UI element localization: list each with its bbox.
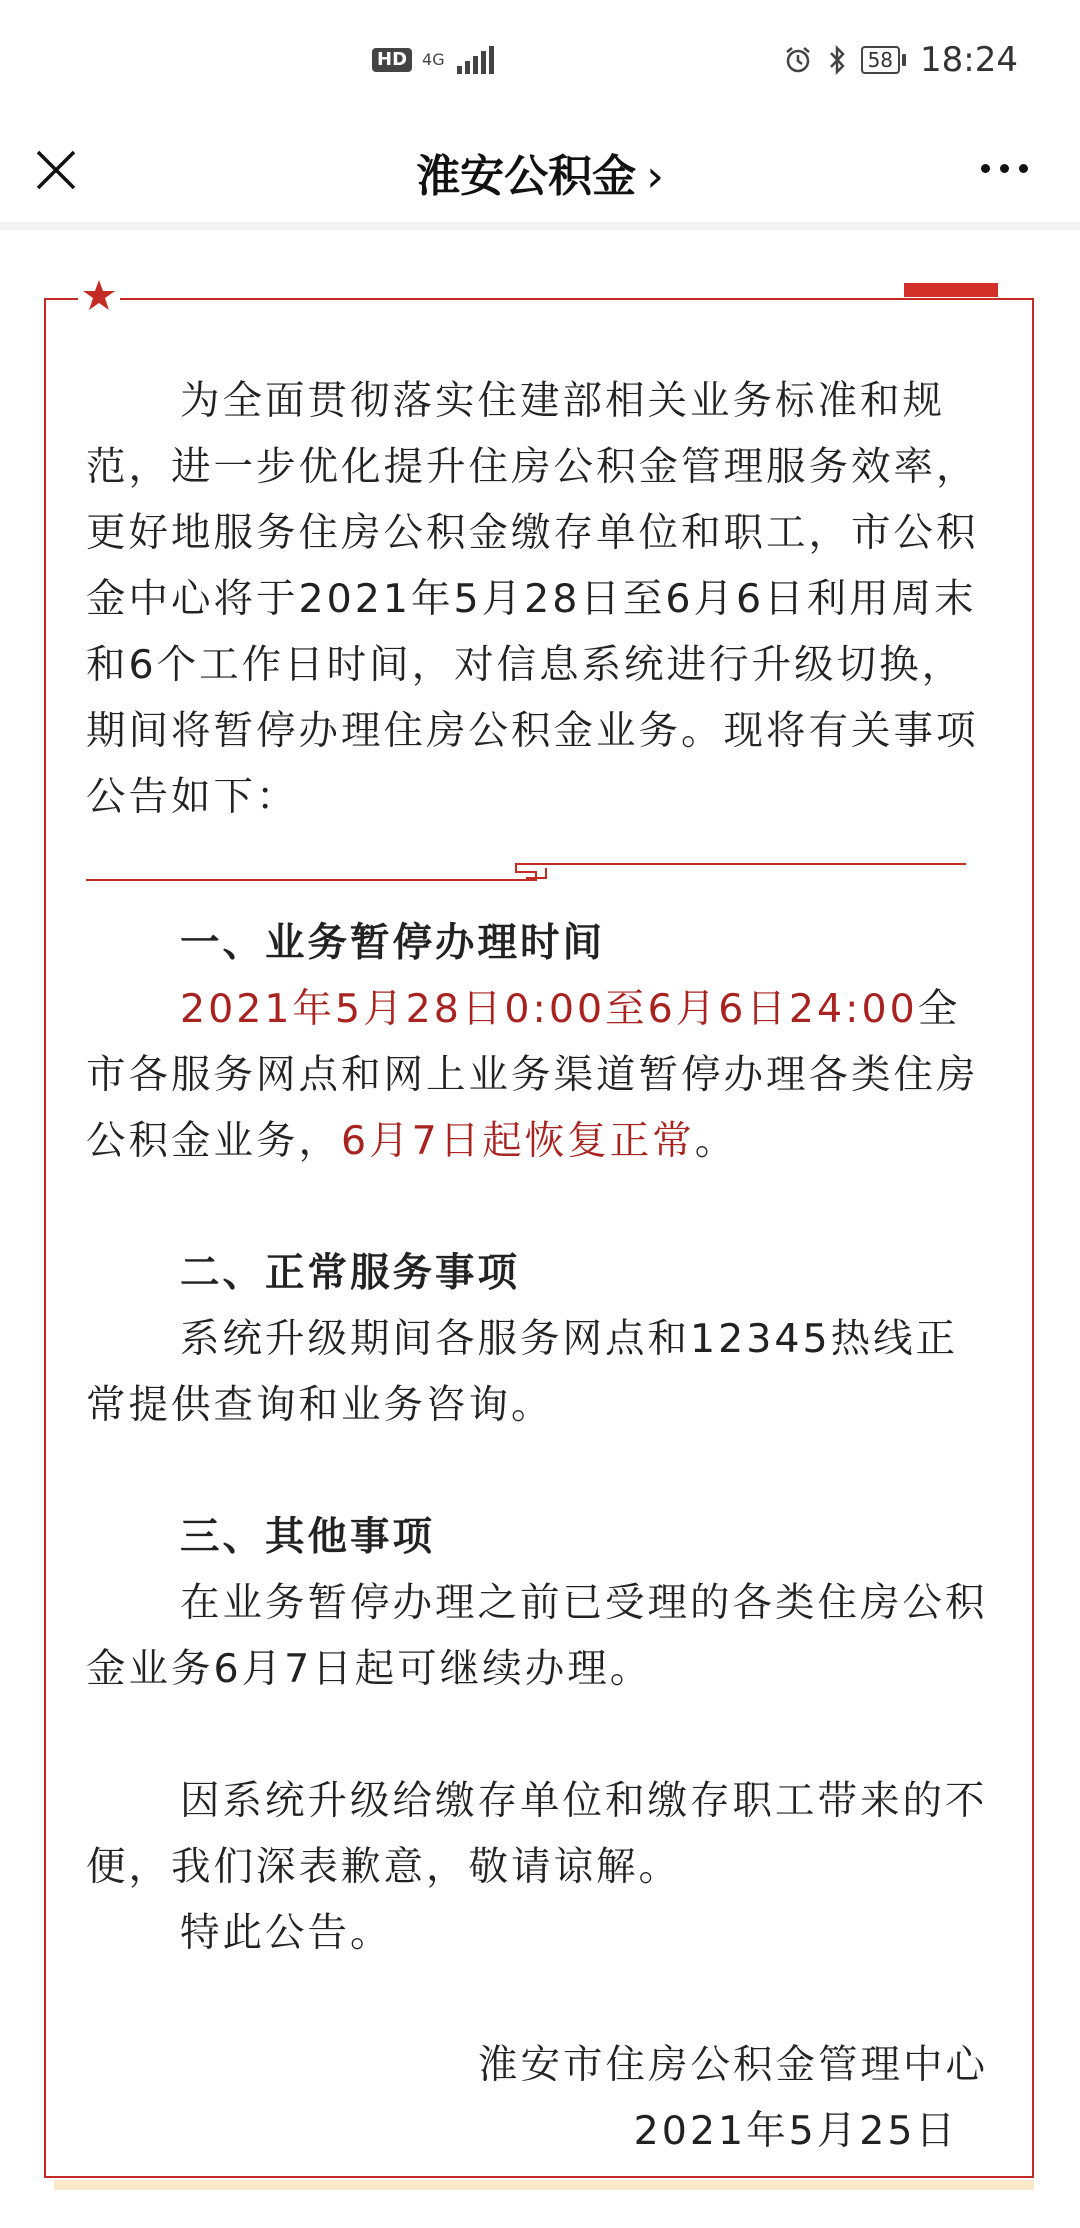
status-bar (0, 0, 1080, 120)
hd-badge: HD (372, 48, 412, 72)
nav-divider (0, 222, 1080, 230)
bluetooth-icon (827, 45, 847, 75)
section3-body: 在业务暂停办理之前已受理的各类住房公积金业务6月7日起可继续办理。 (86, 1580, 988, 1692)
intro-paragraph: 为全面贯彻落实住建部相关业务标准和规范，进一步优化提升住房公积金管理服务效率，更好地服务住房公积金缴存单位和职工，市公积金中心将于2021年5月28日至6月6日利用周末和6个工作日时间，对信息系统进行升级切换，期间将暂停办理住房公积金业务。现将有关事项公告如下： (86, 378, 979, 820)
section2-body: 系统升级期间各服务网点和12345热线正常提供查询和业务咨询。 (86, 1316, 959, 1428)
nav-bar (0, 120, 1080, 220)
section3-heading: 三、其他事项 (180, 1514, 435, 1560)
resume-date: 6月7日起恢复正常 (341, 1118, 695, 1164)
apology-paragraph: 因系统升级给缴存单位和缴存职工带来的不便，我们深表歉意，敬请谅解。 (86, 1778, 988, 1890)
alarm-icon (783, 45, 813, 75)
closing-line: 特此公告。 (180, 1910, 393, 1956)
system-indicators (783, 40, 1018, 80)
more-icon[interactable] (981, 164, 1028, 173)
section2-heading: 二、正常服务事项 (180, 1250, 520, 1296)
chevron-right-icon: › (646, 151, 664, 202)
signal-indicators (372, 46, 494, 74)
signature-org: 淮安市住房公积金管理中心 (478, 2042, 988, 2088)
section1-body: 2021年5月28日0:00至6月6日24:00全市各服务网点和网上业务渠道暂停办理各类住房公积金业务，6月7日起恢复正常。 (86, 986, 979, 1164)
suspension-period: 2021年5月28日0:00至6月6日24:00 (180, 986, 918, 1032)
account-title-link[interactable] (0, 140, 1080, 204)
signature-date: 2021年5月25日 (633, 2108, 958, 2154)
page-title: 淮安公积金 (416, 151, 637, 202)
ornament-divider (86, 852, 966, 886)
battery-level: 58 (861, 46, 900, 74)
clock: 18:24 (920, 40, 1018, 80)
battery-icon (861, 46, 906, 74)
signal-icon (457, 46, 494, 74)
star-icon (78, 278, 120, 312)
network-type: 4G (422, 50, 445, 69)
section1-heading: 一、业务暂停办理时间 (180, 920, 605, 966)
card-shadow (54, 2180, 1034, 2190)
card-tab-decoration (904, 283, 998, 297)
